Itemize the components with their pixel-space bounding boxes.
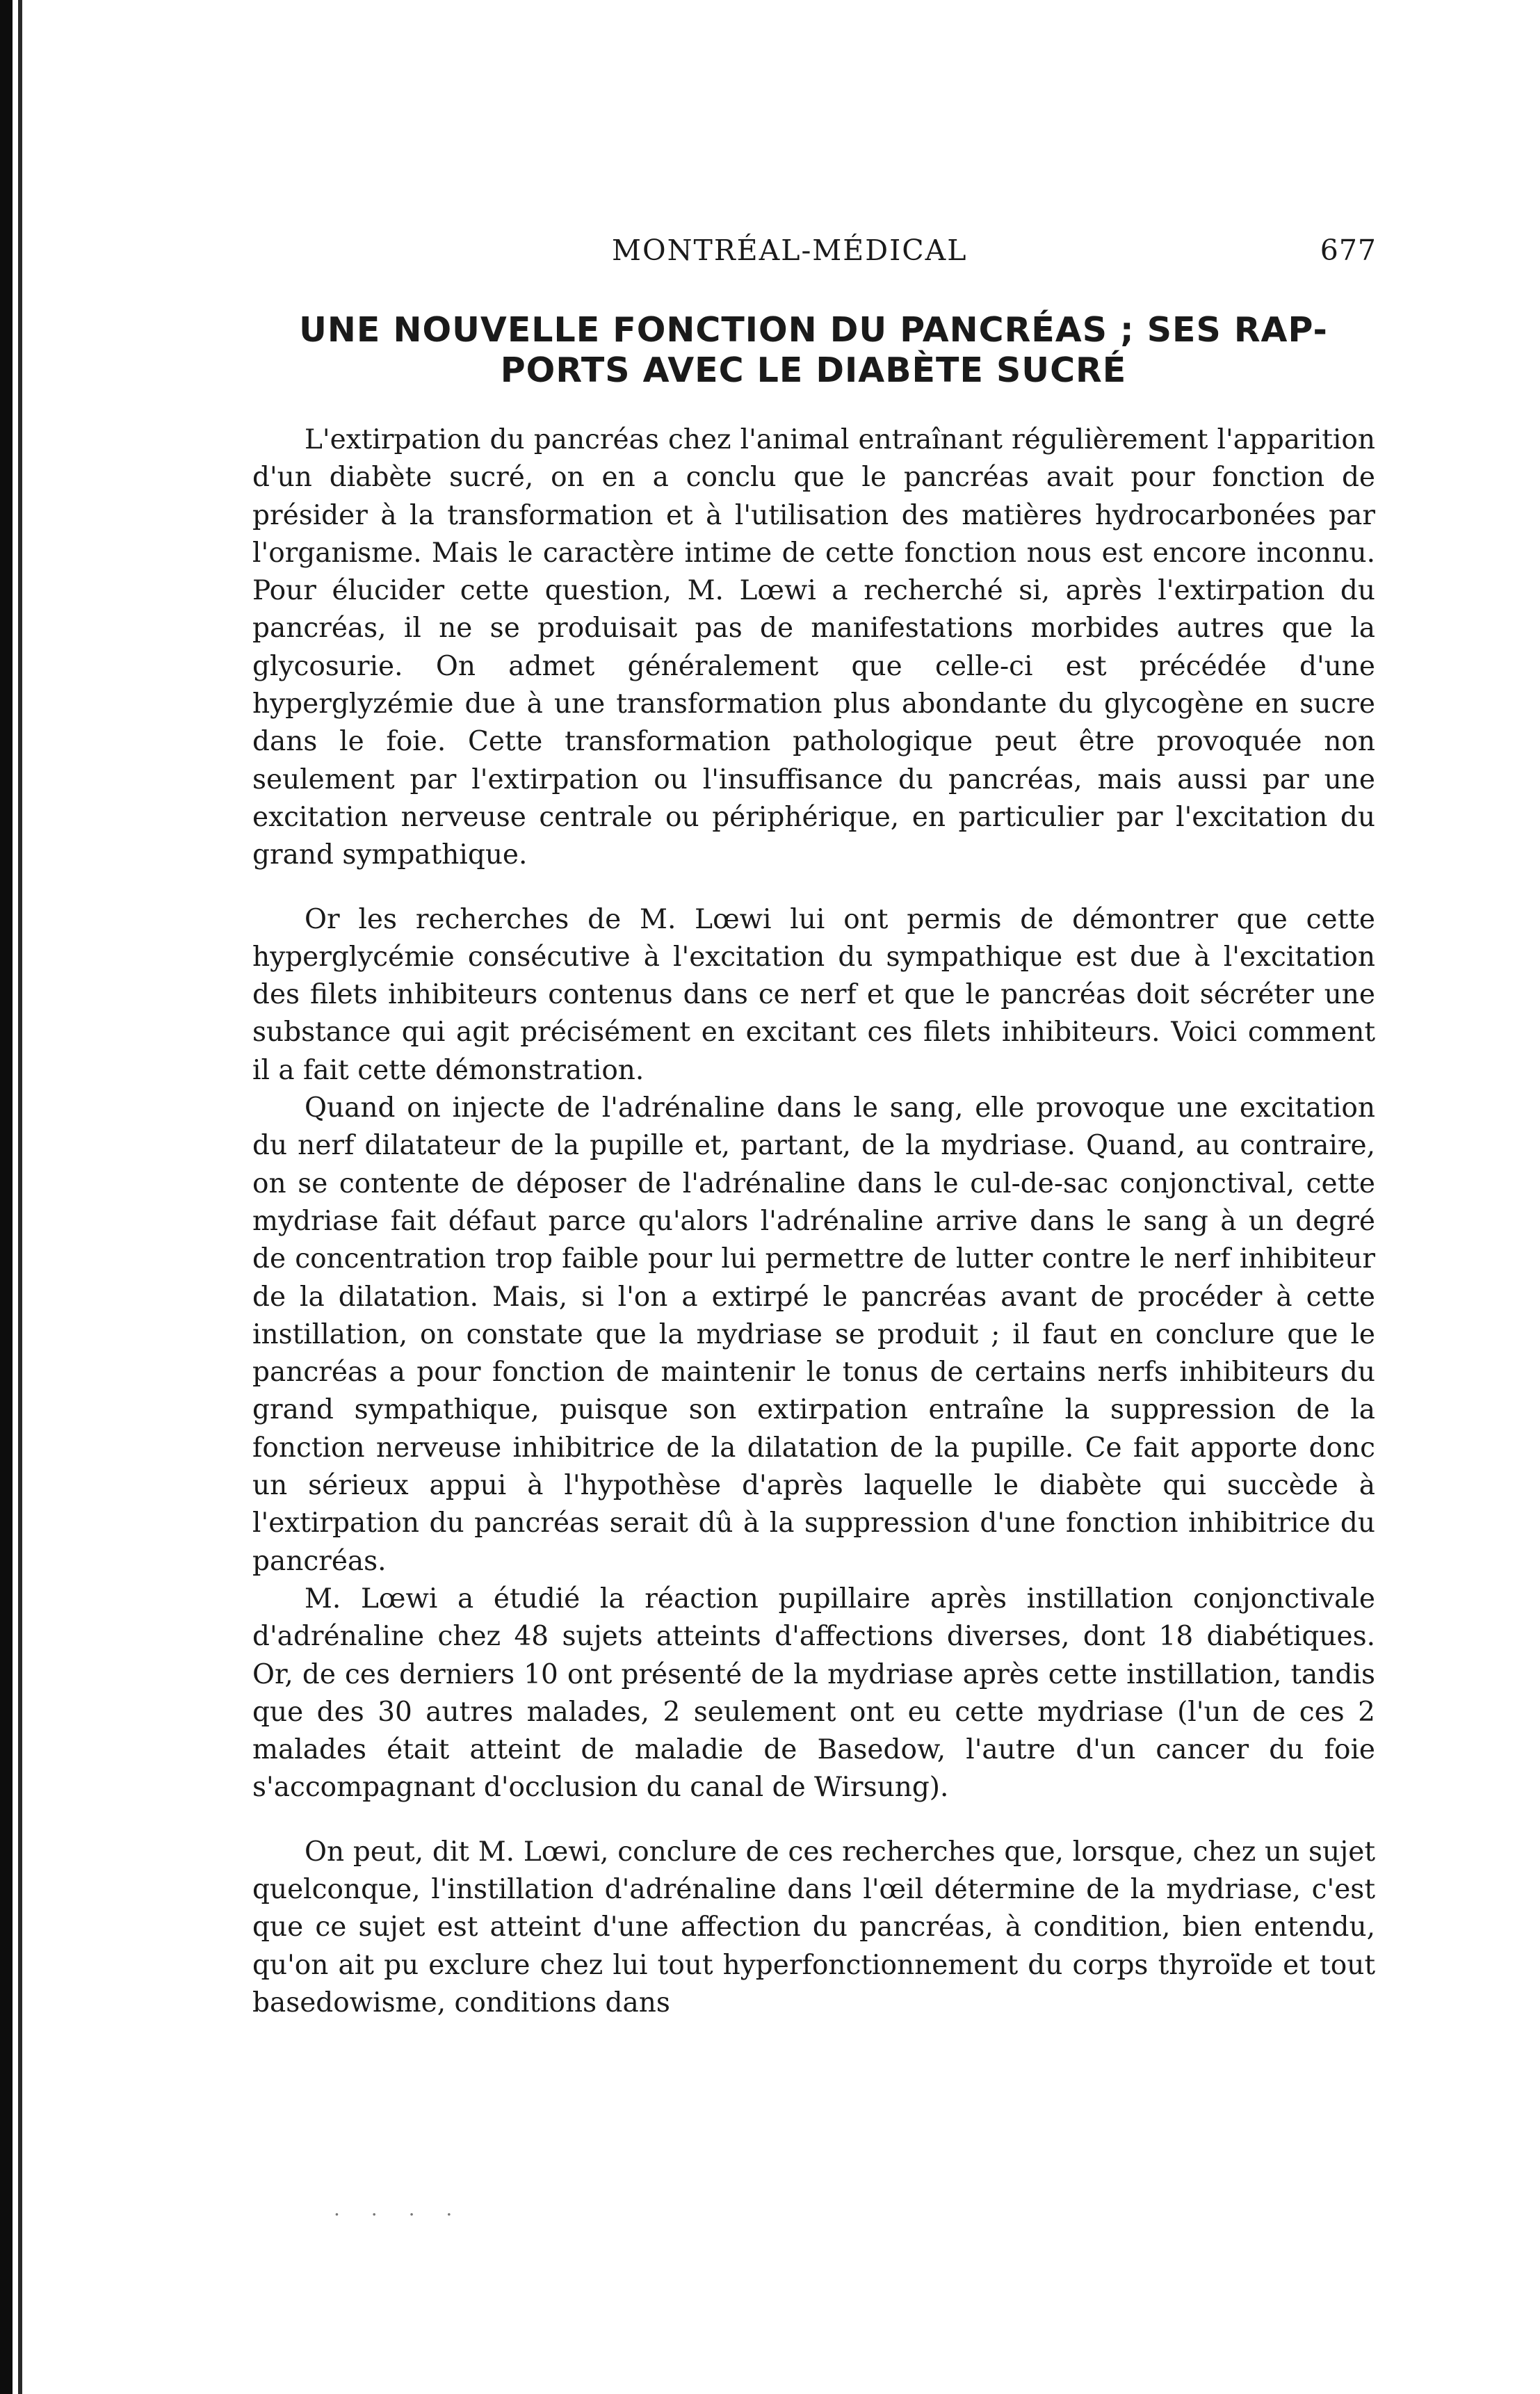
running-head <box>250 234 1377 275</box>
paragraph: M. Lœwi a étudié la réaction pupillaire après instillation conjonctivale d'adrénaline chez 48 sujets atteints d'affections diverses, dont 18 diabétiques. Or, de ces derniers 10 ont présenté de la mydriase après cette instillation, tandis que des 30 autres malades, 2 seulement ont eu cette mydriase (l'un de ces 2 malades était atteint de maladie de Basedow, l'autre d'un cancer du foie s'accompagnant d'occlusion du canal de Wirsung). <box>252 1583 1375 1804</box>
page-binding-edge <box>0 0 13 2394</box>
page-number: 677 <box>1320 234 1377 267</box>
page-binding-line <box>18 0 22 2394</box>
paragraph: Quand on injecte de l'adrénaline dans le sang, elle provoque une excitation du nerf dilatateur de la pupille et, partant, de la mydriase. Quand, au contraire, on se contente de déposer de l'adrénaline dans le cul-de-sac conjonctival, cette mydriase fait défaut parce qu'alors l'adrénaline arrive dans le sang à un degré de concentration trop faible pour lui permettre de lutter contre le nerf inhibiteur de la dilatation. Mais, si l'on a extirpé le pancréas avant de procéder à cette instillation, on constate que la mydriase se produit ; il faut en conclure que le pancréas a pour fonction de maintenir le tonus de certains nerfs inhibiteurs du grand sympathique, puisque son extirpation entraîne la suppression de la fonction nerveuse inhibitrice de la dilatation de la pupille. Ce fait apporte donc un sérieux appui à l'hypothèse d'après laquelle le diabète qui succède à l'extirpation du pancréas serait dû à la suppression d'une fonction inhibitrice du pancréas. <box>252 1092 1375 1577</box>
running-title: MONTRÉAL-MÉDICAL <box>612 234 968 267</box>
article-title-line-2: PORTS AVEC LE DIABÈTE SUCRÉ <box>500 350 1127 390</box>
article-title <box>250 310 1377 391</box>
paragraph: Or les recherches de M. Lœwi lui ont permis de démontrer que cette hyperglycémie consécutive à l'excitation du sympathique est due à l'excitation des filets inhibiteurs contenus dans ce nerf et que le pancréas doit sécréter une substance qui agit précisément en excitant ces filets inhibiteurs. Voici comment il a fait cette démonstration. <box>252 903 1375 1086</box>
page-binding-gap <box>13 0 18 2394</box>
article-body <box>252 421 1375 2022</box>
article-title-line-1: UNE NOUVELLE FONCTION DU PANCRÉAS ; SES RAP- <box>299 310 1328 350</box>
paragraph: On peut, dit M. Lœwi, conclure de ces recherches que, lorsque, chez un sujet quelconque, l'instillation d'adrénaline dans l'œil détermine de la mydriase, c'est que ce sujet est atteint d'une affection du pancréas, à condition, bien entendu, qu'on ait pu exclure chez lui tout hyperfonctionnement du corps thyroïde et tout basedowisme, conditions dans <box>252 1836 1375 2019</box>
paragraph: L'extirpation du pancréas chez l'animal entraînant régulièrement l'apparition d'un diabète sucré, on en a conclu que le pancréas avait pour fonction de présider à la transformation et à l'utilisation des matières hydrocarbonées par l'organisme. Mais le caractère intime de cette fonction nous est encore inconnu. Pour élucider cette question, M. Lœwi a recherché si, après l'extirpation du pancréas, il ne se produisait pas de manifestations morbides autres que la glycosurie. On admet généralement que celle-ci est précédée d'une hyperglyzémie due à une transformation plus abondante du glycogène en sucre dans le foie. Cette transformation pathologique peut être provoquée non seulement par l'extirpation ou l'insuffisance du pancréas, mais aussi par une excitation nerveuse centrale ou périphérique, en particulier par l'excitation du grand sympathique. <box>252 424 1375 871</box>
print-speckle: . . . . <box>334 2197 465 2220</box>
